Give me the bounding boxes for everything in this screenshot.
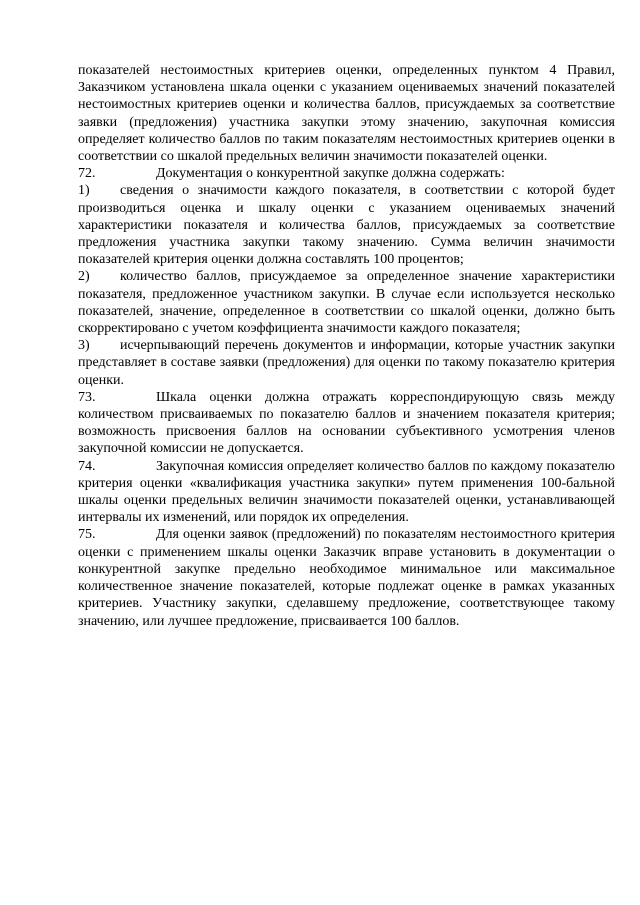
list-item-1 bbox=[78, 182, 615, 268]
list-item-number: 1) bbox=[78, 183, 90, 199]
list-item-text: исчерпывающий перечень документов и информации, которые участник закупки представляет в составе заявки (предложения) для оценки по такому показателю критерия оценки. bbox=[78, 338, 615, 388]
document-page bbox=[78, 62, 615, 630]
paragraph-75 bbox=[78, 526, 615, 629]
paragraph-72 bbox=[78, 165, 615, 182]
paragraph-74 bbox=[78, 458, 615, 527]
paragraph-number: 72. bbox=[78, 166, 96, 182]
list-item-number: 3) bbox=[78, 338, 90, 354]
paragraph-text: Шкала оценки должна отражать корреспондирующую связь между количеством присваиваемых по показателю баллов и значением показателя критерия; возможность присвоения баллов на основании субъективного усмотрения членов закупочной комиссии не допускается. bbox=[78, 389, 615, 457]
paragraph-text: показателей нестоимостных критериев оценки, определенных пунктом 4 Правил, Заказчиком установлена шкала оценки с указанием оцениваемых значений показателей нестоимостных критериев оценки и количества баллов, присуждаемых за соответствие заявки (предложения) участника закупки этому значению, закупочная комиссия определяет количество баллов по таким показателям нестоимостных критериев оценки в соответствии со шкалой предельных величин значимости показателей оценки. bbox=[78, 63, 615, 165]
list-item-2 bbox=[78, 268, 615, 337]
paragraph-text: Для оценки заявок (предложений) по показателям нестоимостного критерия оценки с применением шкалы оценки Заказчик вправе установить в документации о конкурентной закупке предельно необходимое минимальное или максимальное количественное значение показателей, которые подлежат оценке в рамках указанных критериев. Участнику закупки, сделавшему предложение, соответствующее такому значению, или лучшее предложение, присваивается 100 баллов. bbox=[78, 527, 615, 629]
list-item-3 bbox=[78, 337, 615, 389]
list-item-number: 2) bbox=[78, 269, 90, 285]
paragraph-text: Закупочная комиссия определяет количество баллов по каждому показателю критерия оценки «квалификация участника закупки» путем применения 100-бальной шкалы оценки предельных величин значимости показателей оценки, устанавливающей интервалы их изменений, или порядок их определения. bbox=[78, 458, 615, 526]
list-item-text: количество баллов, присуждаемое за определенное значение характеристики показателя, предложенное участником закупки. В случае если используется несколько показателей, значение, определенное в соответствии со шкалой оценки, должно быть скорректировано с учетом коэффициента значимости каждого показателя; bbox=[78, 269, 615, 337]
paragraph-text: Документация о конкурентной закупке должна содержать: bbox=[156, 166, 505, 182]
paragraph-continuation bbox=[78, 62, 615, 165]
list-item-text: сведения о значимости каждого показателя, в соответствии с которой будет производиться оценка и шкалу оценки с указанием оцениваемых значений характеристики показателя и количества баллов, присуждаемых за соответствие предложения участника закупки такому значению. Сумма величин значимости показателей критерия оценки должна составлять 100 процентов; bbox=[78, 183, 615, 268]
paragraph-73 bbox=[78, 389, 615, 458]
paragraph-number: 74. bbox=[78, 458, 96, 474]
paragraph-number: 75. bbox=[78, 527, 96, 543]
paragraph-number: 73. bbox=[78, 389, 96, 405]
